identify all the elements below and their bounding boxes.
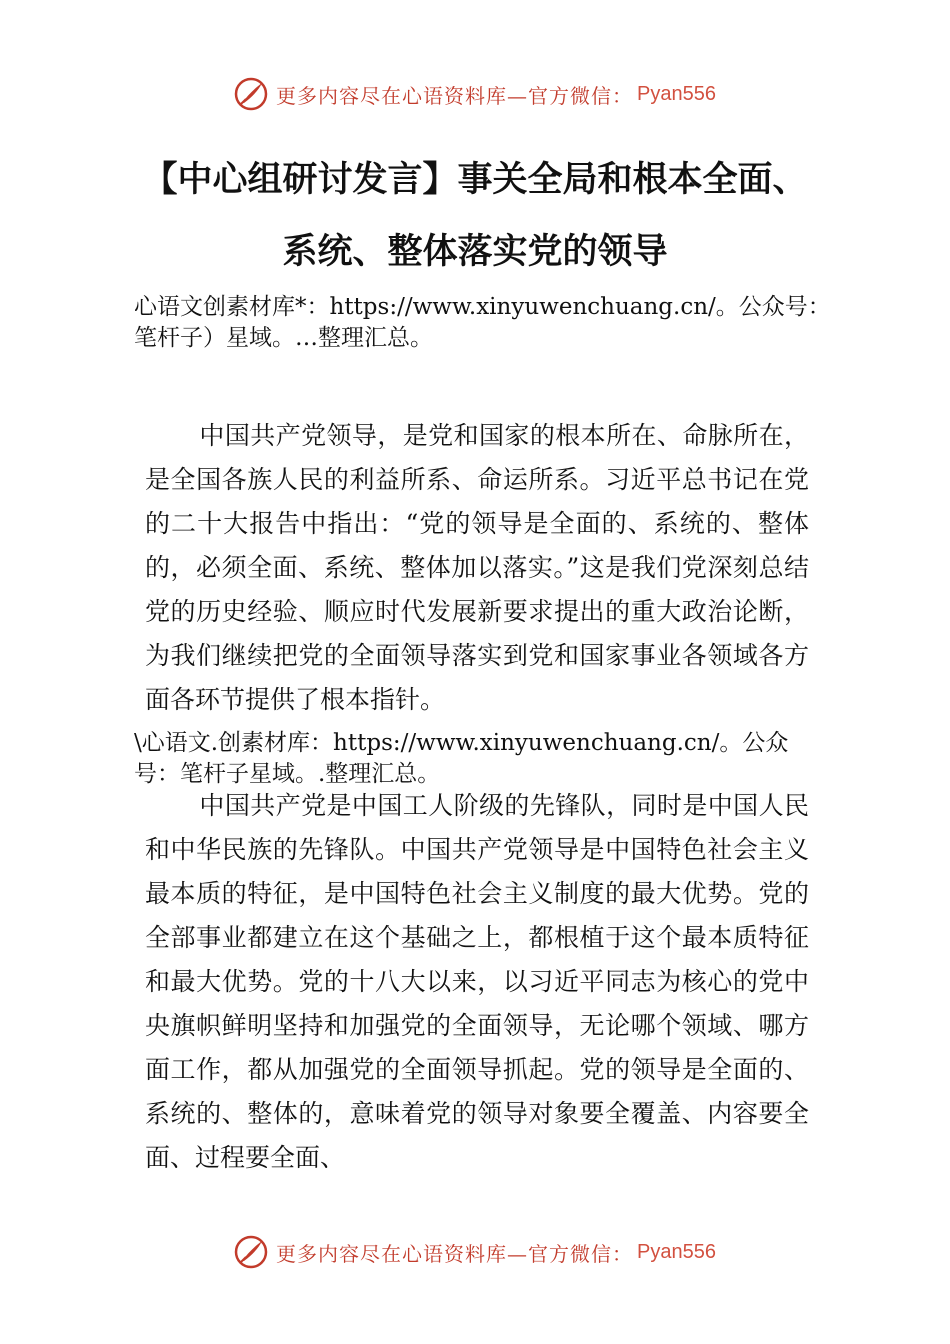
footer-banner bbox=[0, 1232, 950, 1272]
page-title-line-1: 【中心组研讨发言】事关全局和根本全面、 bbox=[142, 160, 808, 200]
header-banner-handle: Pyan556 bbox=[637, 82, 716, 105]
header-banner bbox=[0, 74, 950, 114]
body-paragraph-2 bbox=[145, 784, 809, 1180]
source-note-1: 心语文创素材库*：https://www.xinyuwenchuang.cn/。公众号：笔杆子）星域。…整理汇总。 bbox=[134, 294, 831, 351]
footer-banner-handle: Pyan556 bbox=[637, 1240, 716, 1263]
quill-logo-icon bbox=[234, 77, 268, 111]
header-banner-text: 更多内容尽在心语资料库—官方微信： bbox=[276, 83, 634, 108]
quill-logo-icon bbox=[234, 1235, 268, 1269]
body-paragraph-1-text: 中国共产党领导，是党和国家的根本所在、命脉所在，是全国各族人民的利益所系、命运所系。习近平总书记在党的二十大报告中指出：“党的领导是全面的、系统的、整体的，必须全面、系统、整体加以落实。”这是我们党深刻总结党的历史经验、顺应时代发展新要求提出的重大政治论断，为我们继续把党的全面领导落实到党和国家事业各领域各方面各环节提供了根本指针。 bbox=[145, 421, 809, 714]
source-note-2: \心语文.创素材库：https://www.xinyuwenchuang.cn/。公众号：笔杆子星域。.整理汇总。 bbox=[134, 730, 789, 787]
footer-banner-text: 更多内容尽在心语资料库—官方微信： bbox=[276, 1241, 634, 1266]
body-paragraph-1 bbox=[145, 414, 809, 722]
page-title-line-2: 系统、整体落实党的领导 bbox=[282, 232, 668, 272]
body-paragraph-2-text: 中国共产党是中国工人阶级的先锋队，同时是中国人民和中华民族的先锋队。中国共产党领导是中国特色社会主义最本质的特征，是中国特色社会主义制度的最大优势。党的全部事业都建立在这个基础之上，都根植于这个最本质特征和最大优势。党的十八大以来，以习近平同志为核心的党中央旗帜鲜明坚持和加强党的全面领导，无论哪个领域、哪方面工作，都从加强党的全面领导抓起。党的领导是全面的、系统的、整体的，意味着党的领导对象要全覆盖、内容要全面、过程要全面、 bbox=[145, 791, 809, 1172]
